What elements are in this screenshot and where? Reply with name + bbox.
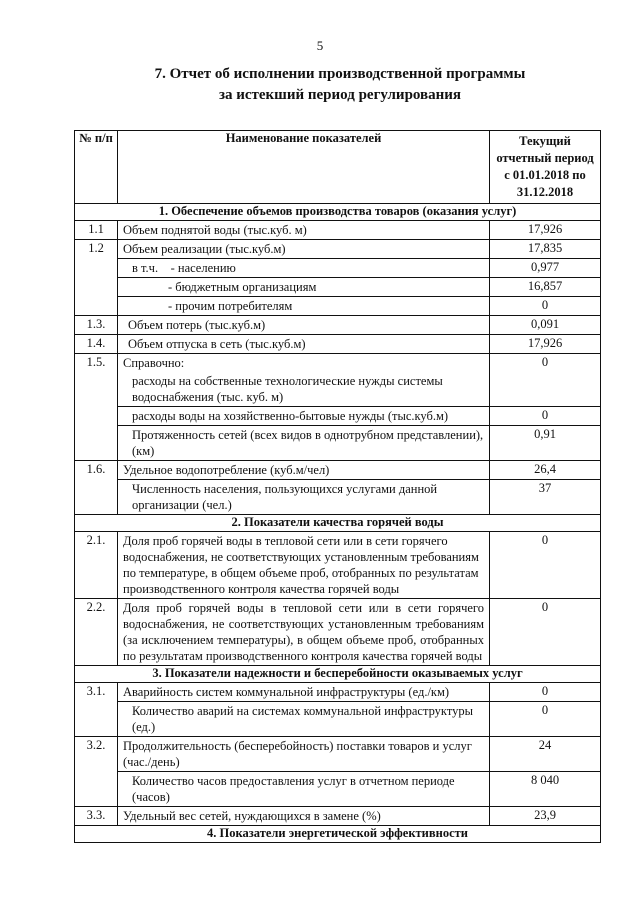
section-row <box>75 515 601 532</box>
row-name: расходы воды на хозяйственно-бытовые нужды (тыс.куб.м) <box>118 407 490 426</box>
row-name: Объем реализации (тыс.куб.м) <box>118 240 490 259</box>
row-number: 1.2 <box>75 240 118 316</box>
row-value: 0,91 <box>490 426 601 461</box>
header-name: Наименование показателей <box>118 131 490 204</box>
row-value: 8 040 <box>490 772 601 807</box>
row-name: - бюджетным организациям <box>118 278 490 297</box>
row-name: Удельный вес сетей, нуждающихся в замене (%) <box>118 807 490 826</box>
row-number: 1.5. <box>75 354 118 461</box>
row-number: 2.2. <box>75 599 118 666</box>
table-row <box>75 426 601 461</box>
row-number: 1.4. <box>75 335 118 354</box>
table-row <box>75 807 601 826</box>
row-name: Доля проб горячей воды в тепловой сети или в сети горячего водоснабжения, не соответствующих установленным требованиям по температуре, в общем объеме проб, отобранных по результатам производственного контроля качества горячей воды <box>118 532 490 599</box>
table-row <box>75 221 601 240</box>
report-table <box>74 130 601 843</box>
row-value: 24 <box>490 737 601 772</box>
row-value: 37 <box>490 480 601 515</box>
table-row <box>75 702 601 737</box>
header-current-line: Текущий <box>519 134 571 148</box>
table-row <box>75 335 601 354</box>
header-current-period <box>490 131 601 204</box>
row-number: 3.3. <box>75 807 118 826</box>
row-name: Количество часов предоставления услуг в отчетном периоде (часов) <box>118 772 490 807</box>
header-num: № п/п <box>75 131 118 204</box>
table-row <box>75 737 601 772</box>
table-header-row <box>75 131 601 204</box>
section-row <box>75 826 601 843</box>
row-value: 0,977 <box>490 259 601 278</box>
section-row <box>75 666 601 683</box>
row-value: 0,091 <box>490 316 601 335</box>
section-row <box>75 204 601 221</box>
row-name: Объем поднятой воды (тыс.куб. м) <box>118 221 490 240</box>
row-value: 17,835 <box>490 240 601 259</box>
row-value: 16,857 <box>490 278 601 297</box>
row-number: 3.2. <box>75 737 118 807</box>
row-name: расходы на собственные технологические нужды системы водоснабжения (тыс. куб. м) <box>118 372 490 407</box>
section-title: 1. Обеспечение объемов производства товаров (оказания услуг) <box>75 204 601 221</box>
table-row <box>75 599 601 666</box>
header-current-line: 31.12.2018 <box>516 185 574 199</box>
row-name: Численность населения, пользующихся услугами данной организации (чел.) <box>118 480 490 515</box>
row-value: 17,926 <box>490 335 601 354</box>
table-row <box>75 532 601 599</box>
table-row <box>75 297 601 316</box>
row-value: 0 <box>490 702 601 737</box>
row-value: 0 <box>490 599 601 666</box>
row-name: Продолжительность (бесперебойность) поставки товаров и услуг (час./день) <box>118 737 490 772</box>
header-current-line: отчетный период <box>496 151 594 165</box>
table-row <box>75 278 601 297</box>
section-title: 2. Показатели качества горячей воды <box>75 515 601 532</box>
header-current-line: с 01.01.2018 по <box>504 168 586 182</box>
row-name: Справочно: <box>118 354 490 373</box>
row-value: 17,926 <box>490 221 601 240</box>
row-number: 1.3. <box>75 316 118 335</box>
table-row <box>75 259 601 278</box>
table-row <box>75 354 601 373</box>
row-value: 26,4 <box>490 461 601 480</box>
row-name: - прочим потребителям <box>118 297 490 316</box>
table-row <box>75 683 601 702</box>
section-title: 3. Показатели надежности и бесперебойности оказываемых услуг <box>75 666 601 683</box>
title-line-2: за истекший период регулирования <box>218 87 462 103</box>
row-name: Количество аварий на системах коммунальной инфраструктуры (ед.) <box>118 702 490 737</box>
title-line-1: 7. Отчет об исполнении производственной программы <box>154 66 526 82</box>
table-row <box>75 240 601 259</box>
row-number: 3.1. <box>75 683 118 737</box>
table-row <box>75 772 601 807</box>
table-row <box>75 316 601 335</box>
table-row <box>75 480 601 515</box>
row-value: 0 <box>490 297 601 316</box>
row-name: Протяженность сетей (всех видов в однотрубном представлении), (км) <box>118 426 490 461</box>
row-value: 0 <box>490 683 601 702</box>
row-value: 0 <box>490 354 601 407</box>
row-number: 1.1 <box>75 221 118 240</box>
page-number: 5 <box>316 38 324 53</box>
table-row <box>75 461 601 480</box>
row-value: 0 <box>490 532 601 599</box>
row-name: Объем потерь (тыс.куб.м) <box>118 316 490 335</box>
row-name: в т.ч. - населению <box>118 259 490 278</box>
row-value: 0 <box>490 407 601 426</box>
document-title <box>40 64 640 106</box>
row-name: Объем отпуска в сеть (тыс.куб.м) <box>118 335 490 354</box>
row-value: 23,9 <box>490 807 601 826</box>
row-number: 2.1. <box>75 532 118 599</box>
section-title: 4. Показатели энергетической эффективности <box>75 826 601 843</box>
row-number: 1.6. <box>75 461 118 515</box>
row-name: Удельное водопотребление (куб.м/чел) <box>118 461 490 480</box>
row-name: Доля проб горячей воды в тепловой сети или в сети горячего водоснабжения, не соответствующих установленным требованиям (за исключением температуры), в общем объеме проб, отобранных по результатам производственного контроля качества горячей воды <box>118 599 490 666</box>
row-name: Аварийность систем коммунальной инфраструктуры (ед./км) <box>118 683 490 702</box>
table-row <box>75 407 601 426</box>
